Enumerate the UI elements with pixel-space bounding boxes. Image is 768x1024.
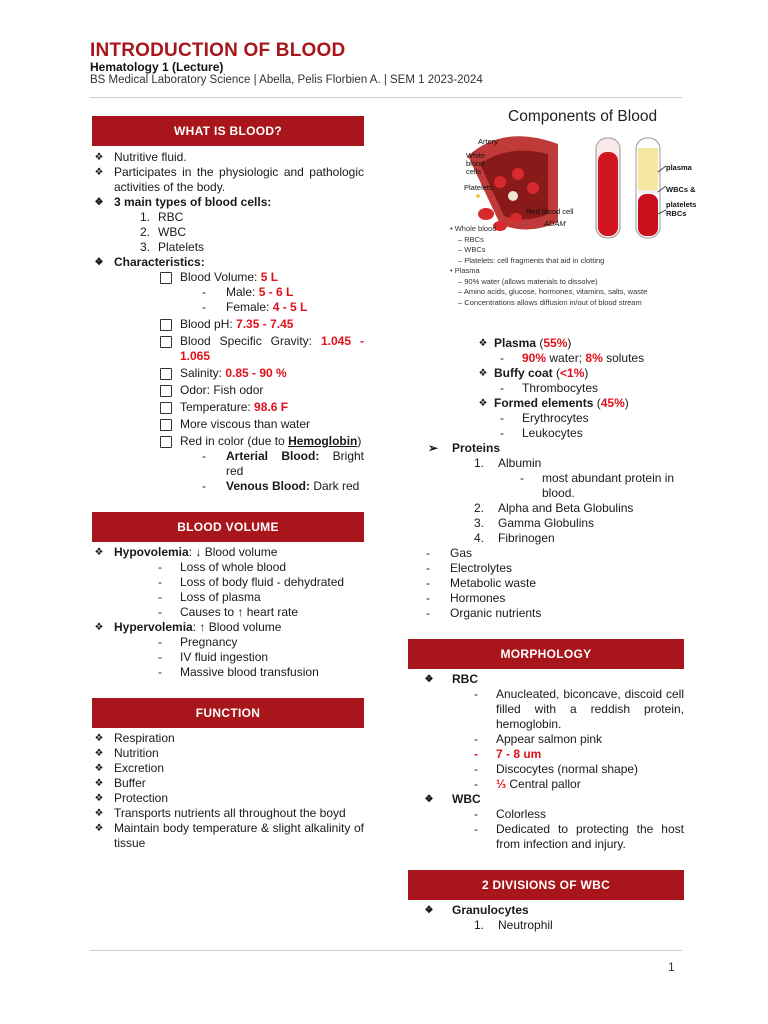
list-item: 3. Platelets [140,240,205,254]
diamond-bullet-icon: ❖ [94,793,104,804]
list-item: ➢ Proteins [427,441,501,455]
checkbox-icon [160,402,172,414]
list-item: - Loss of whole blood [158,560,287,574]
list-item: ❖ Plasma (55%) [408,336,684,351]
list-item: ❖ Excretion [92,761,364,776]
list-item: 2. Alpha and Beta Globulins [474,501,634,515]
checklist-item: Blood pH: 7.35 - 7.45 [92,317,364,332]
diamond-bullet-icon: ❖ [94,823,104,834]
list-item: ❖ Respiration [92,731,364,746]
header-divider [90,97,682,98]
figure-label-adam: ADAM [544,219,566,228]
list-item: - Erythrocytes [500,411,589,425]
section-banner-blood-volume: BLOOD VOLUME [92,512,364,542]
white-blood-cell [508,191,518,201]
list-item: - Colorless [474,807,547,821]
test-tube-2-plasma [638,148,658,190]
figure-label-wbc: White blood cells [466,151,486,176]
checklist-item: Salinity: 0.85 - 90 % [92,366,364,381]
list-item: - Metabolic waste [426,576,537,590]
red-blood-cell [478,208,494,220]
figure-label-rbcs: RBCs [666,209,687,218]
list-item: - Electrolytes [426,561,513,575]
list-item: 1. Neutrophil [474,918,553,932]
red-blood-cell [512,168,524,180]
list-item: - Loss of body fluid - dehydrated [158,575,345,589]
diamond-bullet-icon: ❖ [94,808,104,819]
list-item: - Anucleated, biconcave, discoid cell filled with a reddish protein, hemoglobin. [474,687,684,731]
list-item: ❖ RBC [408,672,684,687]
document-meta: BS Medical Laboratory Science | Abella, Pelis Florbien A. | SEM 1 2023-2024 [90,74,483,86]
list-item: - Appear salmon pink [474,732,603,746]
diamond-bullet-icon: ❖ [424,794,434,805]
figure-notes: • Whole blood – RBCs – WBCs – Platelets: cell fragments that aid in clotting • Plasma – 90% water (allows materials to dissolve) – Amino acids, glucose, hormones, vitamins, salts, waste – Concentrations allows diffusion in/out of blood stream [450,224,648,307]
list-item: - Pregnancy [158,635,238,649]
list-item: 2. WBC [140,225,186,239]
diamond-bullet-icon: ❖ [94,622,104,633]
figure-label-artery: Artery [478,137,499,146]
list-item: - IV fluid ingestion [158,650,269,664]
figure-label-plasma: plasma [666,163,692,172]
list-item: - Male: 5 - 6 L [202,285,294,299]
diamond-bullet-icon: ❖ [478,398,488,409]
list-item: ❖ Buffy coat (<1%) [408,366,684,381]
diamond-bullet-icon: ❖ [94,152,104,163]
list-item: - Dedicated to protecting the host from infection and injury. [474,822,684,851]
list-item: - Leukocytes [500,426,583,440]
diamond-bullet-icon: ❖ [94,167,104,178]
checkbox-icon [160,336,172,348]
checkbox-icon [160,385,172,397]
list-item: ❖ Hypovolemia: ↓ Blood volume [92,545,364,560]
list-item: ❖ Buffer [92,776,364,791]
list-item: - Massive blood transfusion [158,665,319,679]
arrow-bullet-icon: ➢ [427,441,439,455]
list-item: - ⅓ Central pallor [474,777,581,791]
page-number: 1 [668,960,675,974]
list-item: ❖ Characteristics: [92,255,364,270]
checkbox-icon [160,368,172,380]
figure-title: Components of Blood [508,108,658,125]
diamond-bullet-icon: ❖ [94,748,104,759]
list-item: ❖ Maintain body temperature & slight alkalinity of tissue [92,821,364,851]
diamond-bullet-icon: ❖ [478,368,488,379]
list-item: ❖ Protection [92,791,364,806]
list-item: ❖ Hypervolemia: ↑ Blood volume [92,620,364,635]
checklist-item: More viscous than water [92,417,364,432]
list-item: - 90% water; 8% solutes [500,351,645,365]
list-item: - Gas [426,546,473,560]
list-item: - Arterial Blood: Bright red [202,449,364,478]
list-item: - Discocytes (normal shape) [474,762,639,776]
list-item: - Hormones [426,591,506,605]
diamond-bullet-icon: ❖ [94,763,104,774]
red-blood-cell [494,176,506,188]
list-item: ❖ 3 main types of blood cells: [92,195,364,210]
list-item: - Loss of plasma [158,590,261,604]
diamond-bullet-icon: ❖ [94,778,104,789]
checklist-item: Red in color (due to Hemoglobin) [92,434,364,449]
list-item: 3. Gamma Globulins [474,516,595,530]
checklist-item: Blood Specific Gravity: 1.045 - 1.065 [92,334,364,364]
left-column [92,116,364,851]
list-item: ❖ Transports nutrients all throughout the boyd [92,806,364,821]
list-item: ❖ Participates in the physiologic and pathologic activities of the body. [92,165,364,195]
diamond-bullet-icon: ❖ [94,547,104,558]
figure-label-red-blood-cell: Red blood cell [526,207,574,216]
checklist-item: Temperature: 98.6 F [92,400,364,415]
checkbox-icon [160,419,172,431]
section-banner-function: FUNCTION [92,698,364,728]
list-item: 1. RBC [140,210,184,224]
document-title: INTRODUCTION OF BLOOD [90,40,346,61]
section-banner-what-is-blood: WHAT IS BLOOD? [92,116,364,146]
diamond-bullet-icon: ❖ [94,733,104,744]
list-item: - Female: 4 - 5 L [202,300,308,314]
list-item: ❖ Nutrition [92,746,364,761]
list-item: 1. Albumin [474,456,542,470]
diamond-bullet-icon: ❖ [424,905,434,916]
list-item: ❖ WBC [408,792,684,807]
red-blood-cell [527,182,539,194]
checklist-item: Blood Volume: 5 L [92,270,364,285]
list-item: - Venous Blood: Dark red [202,479,360,493]
list-item: - 7 - 8 um [474,747,542,761]
list-item: ❖ Nutritive fluid. [92,150,364,165]
figure-label-wbcs-platelets: WBCs & platelets [666,185,697,209]
list-item: - Thrombocytes [500,381,599,395]
figure-label-platelets: Platelets [464,183,493,192]
footer-divider [90,950,682,951]
list-item: - Organic nutrients [426,606,542,620]
section-banner-morphology: MORPHOLOGY [408,639,684,669]
list-item: ❖ Formed elements (45%) [408,396,684,411]
list-item: - Causes to ↑ heart rate [158,605,299,619]
checkbox-icon [160,436,172,448]
diamond-bullet-icon: ❖ [94,257,104,268]
checklist-item: Odor: Fish odor [92,383,364,398]
right-column [408,108,697,933]
list-item: ❖ Granulocytes [408,903,684,918]
list-item: 4. Fibrinogen [474,531,555,545]
section-banner-divisions-of-wbc: 2 DIVISIONS OF WBC [408,870,684,900]
checkbox-icon [160,272,172,284]
document-subtitle: Hematology 1 (Lecture) [90,60,224,74]
red-blood-cell [510,213,522,223]
checkbox-icon [160,319,172,331]
diamond-bullet-icon: ❖ [94,197,104,208]
diamond-bullet-icon: ❖ [478,338,488,349]
diamond-bullet-icon: ❖ [424,674,434,685]
list-item: - most abundant protein in blood. [520,471,675,500]
test-tube-2-buffy [638,190,658,194]
components-of-blood-figure [408,108,697,307]
